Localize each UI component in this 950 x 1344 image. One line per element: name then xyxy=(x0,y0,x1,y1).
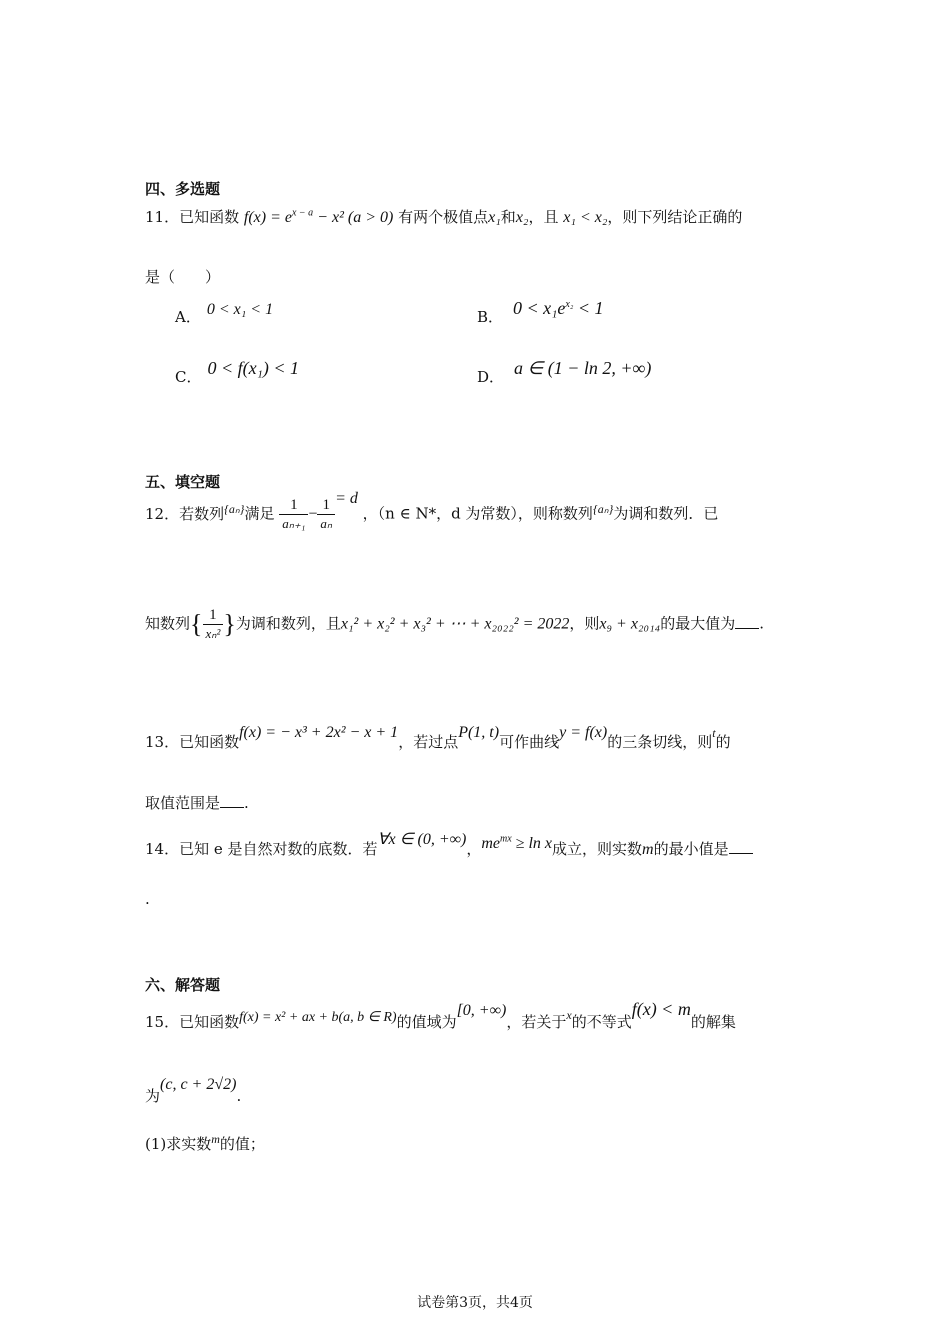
page-footer: 试卷第3页，共4页 xyxy=(417,1295,533,1311)
question-11-line-2: 是（ ） xyxy=(145,268,221,286)
q11-option-c[interactable]: C． 0 < f(x₁) < 1 xyxy=(175,358,300,386)
q12-fraction-2: $\frac{1}{\text{aₙ}}$ xyxy=(317,496,335,533)
section-heading-solution: 六、解答题 xyxy=(145,976,221,994)
q12-fraction-3: $\frac{1}{\text{xₙ²}}$ xyxy=(203,606,224,643)
q13-answer-blank[interactable] xyxy=(220,795,244,808)
q11-option-b[interactable]: B． $0 < x_1e^{x_2} < 1$ xyxy=(477,298,604,326)
q11-option-d[interactable]: D． a ∈ (1 − ln 2, +∞) xyxy=(477,358,652,386)
question-15-subquestion-1: (1)求实数$^m$的值； xyxy=(145,1132,265,1153)
q11-function: $f(x) = e^{x - a} - x^2$ (a > 0) xyxy=(243,207,394,226)
q11-text: 有两个极值点 xyxy=(398,208,489,226)
question-14-line-1: 14．已知 e 是自然对数的底数．若∀x ∈ (0, +∞)，$me^{mx} \ge \ln x$成立，则实数m的最小值是 xyxy=(145,838,753,859)
question-15-line-2: 为(c, c + 2√2). xyxy=(145,1076,242,1105)
question-11-line-1 xyxy=(145,206,742,227)
question-12-line-1: 12．若数列$^{\{a_n\}}$满足 $\frac{1}{\text{aₙ₊₁}}$ − $\frac{1}{\text{aₙ}}$ = d ，（n ∈ N*，d 为常数），则称数列$^{\{a_n\}}$为调和数列．已 xyxy=(145,489,719,531)
question-13-line-2: 取值范围是 . xyxy=(145,794,249,812)
section-heading-fill-in: 五、填空题 xyxy=(145,473,221,491)
q11-number: 11．已知函数 xyxy=(145,208,240,226)
q12-fraction-1: $\frac{1}{\text{aₙ₊₁}}$ xyxy=(279,496,308,533)
q14-answer-blank[interactable] xyxy=(729,841,753,854)
q11-x2: x₂ xyxy=(515,209,529,226)
q11-text3: ，则下列结论正确的 xyxy=(607,208,743,226)
q11-text2: ，且 xyxy=(528,208,559,226)
q12-answer-blank[interactable] xyxy=(735,616,759,629)
question-13-line-1: 13．已知函数f(x) = − x³ + 2x² − x + 1，若过点P(1, t)可作曲线y = f(x)的三条切线，则$^t$的 xyxy=(145,724,731,751)
question-15-line-1: 15．已知函数f(x) = x² + ax + b(a, b ∈ R)的值域为[0, +∞)，若关于$^x$的不等式f(x) < m的解集 xyxy=(145,999,736,1031)
section-heading-multiple-choice: 四、多选题 xyxy=(145,180,221,198)
q11-x1: x₁ xyxy=(488,209,501,226)
question-12-line-2: 知数列{ $\frac{1}{\text{xₙ²}}$ }为调和数列，且x₁² + x₂² + x₃² + ⋯ + x₂₀₂₂² = 2022，则x₉ + x₂₀₁₄的最大值为 . xyxy=(145,607,764,641)
q11-condition: x₁ < x₂ xyxy=(563,209,608,226)
question-14-line-2: . xyxy=(145,890,150,908)
q11-option-a[interactable]: A． 0 < x₁ < 1 xyxy=(175,301,274,326)
q11-and: 和 xyxy=(500,208,516,226)
